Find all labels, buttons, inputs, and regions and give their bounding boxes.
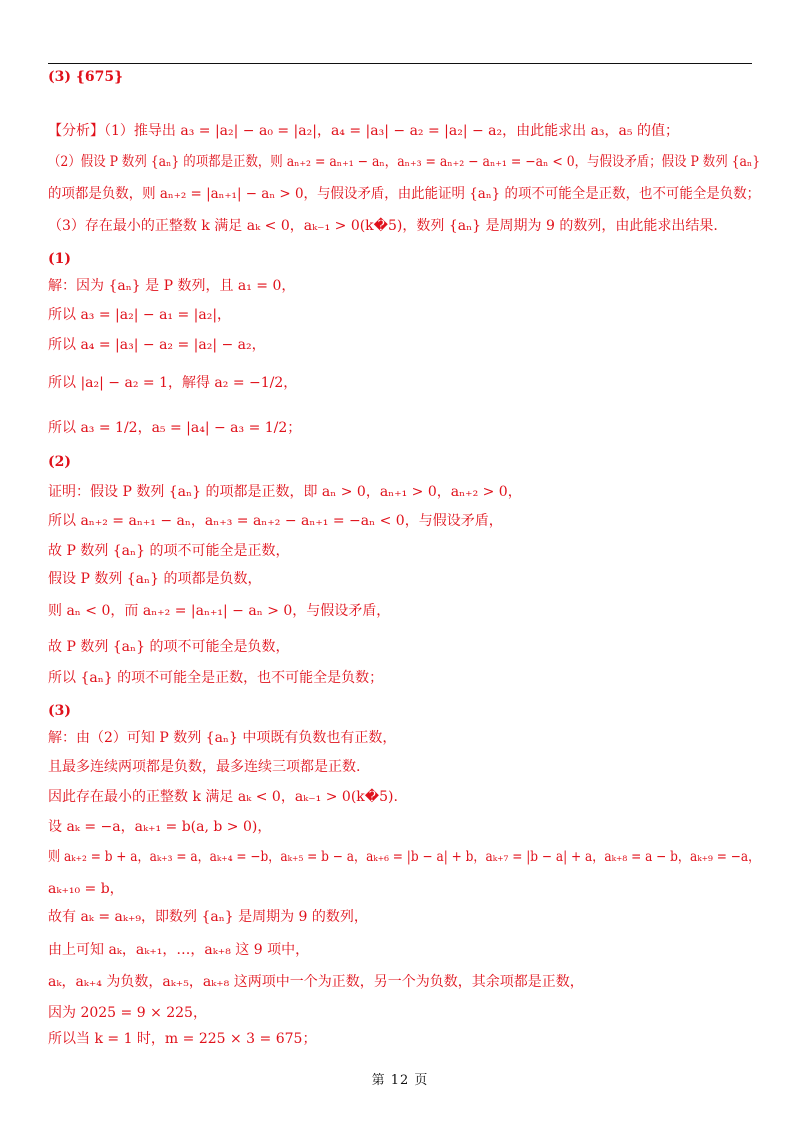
text-line: (1): [48, 251, 71, 267]
text-line: 所以 |a₂| − a₂ = 1，解得 a₂ = −1/2，: [48, 375, 298, 391]
text-line: 故 P 数列 {aₙ} 的项不可能全是负数，: [48, 639, 290, 655]
text-line: 设 aₖ = −a，aₖ₊₁ = b(a, b > 0)，: [48, 819, 272, 835]
page-number: 第 12 页: [371, 1073, 429, 1088]
text-line: 且最多连续两项都是负数，最多连续三项都是正数.: [48, 759, 361, 775]
text-line: aₖ₊₁₀ = b，: [48, 881, 124, 897]
text-line: 故 P 数列 {aₙ} 的项不可能全是正数，: [48, 543, 290, 559]
text-line: 所以当 k = 1 时，m = 225 × 3 = 675；: [48, 1031, 317, 1047]
text-line: 假设 P 数列 {aₙ} 的项都是负数，: [48, 571, 262, 587]
text-line: （2）假设 P 数列 {aₙ} 的项都是正数，则 aₙ₊₂ = aₙ₊₁ − aₙ，aₙ₊₃ = aₙ₊₂ − aₙ₊₁ = −aₙ < 0，与假设矛盾；假设 P 数列 {aₙ}: [48, 154, 761, 170]
text-line: 因此存在最小的正整数 k 满足 aₖ < 0，aₖ₋₁ > 0(k�5).: [48, 789, 398, 805]
text-line: 解：因为 {aₙ} 是 P 数列，且 a₁ = 0，: [48, 278, 296, 294]
header-rule: [48, 63, 752, 64]
text-line: 所以 aₙ₊₂ = aₙ₊₁ − aₙ，aₙ₊₃ = aₙ₊₂ − aₙ₊₁ = −aₙ < 0，与假设矛盾，: [48, 513, 503, 529]
text-line: 的项都是负数，则 aₙ₊₂ = |aₙ₊₁| − aₙ > 0，与假设矛盾，由此能证明 {aₙ} 的项不可能全是正数，也不可能全是负数；: [48, 186, 761, 202]
text-line: 证明：假设 P 数列 {aₙ} 的项都是正数，即 aₙ > 0，aₙ₊₁ > 0，aₙ₊₂ > 0，: [48, 484, 522, 500]
text-line: (3) {675}: [48, 69, 124, 85]
text-line: 因为 2025 = 9 × 225，: [48, 1005, 207, 1021]
text-line: (3): [48, 703, 71, 719]
text-line: 所以 {aₙ} 的项不可能全是正数，也不可能全是负数；: [48, 670, 384, 686]
text-line: 所以 a₃ = 1/2，a₅ = |a₄| − a₃ = 1/2；: [48, 420, 302, 436]
text-line: （3）存在最小的正整数 k 满足 aₖ < 0，aₖ₋₁ > 0(k�5)，数列 {aₙ} 是周期为 9 的数列，由此能求出结果.: [48, 218, 718, 234]
text-line: 则 aₙ < 0，而 aₙ₊₂ = |aₙ₊₁| − aₙ > 0，与假设矛盾，: [48, 603, 391, 619]
text-line: 所以 a₃ = |a₂| − a₁ = |a₂|，: [48, 307, 232, 323]
text-line: aₖ，aₖ₊₄ 为负数，aₖ₊₅，aₖ₊₈ 这两项中一个为正数，另一个为负数，其余项都是正数，: [48, 974, 584, 990]
text-line: 【分析】（1）推导出 a₃ = |a₂| − a₀ = |a₂|，a₄ = |a₃| − a₂ = |a₂| − a₂，由此能求出 a₃，a₅ 的值；: [48, 123, 679, 139]
text-line: 故有 aₖ = aₖ₊₉，即数列 {aₙ} 是周期为 9 的数列，: [48, 909, 368, 925]
text-line: 所以 a₄ = |a₃| − a₂ = |a₂| − a₂，: [48, 337, 266, 353]
text-line: 由上可知 aₖ，aₖ₊₁，…，aₖ₊₈ 这 9 项中，: [48, 942, 310, 958]
text-line: (2): [48, 454, 71, 470]
text-line: 解：由（2）可知 P 数列 {aₙ} 中项既有负数也有正数，: [48, 730, 397, 746]
text-line: 则 aₖ₊₂ = b + a，aₖ₊₃ = a，aₖ₊₄ = −b，aₖ₊₅ = b − a，aₖ₊₆ = |b − a| + b，aₖ₊₇ = |b − a| + a，aₖ₊₈ = a − b，aₖ₊₉ = −a，: [48, 849, 761, 865]
